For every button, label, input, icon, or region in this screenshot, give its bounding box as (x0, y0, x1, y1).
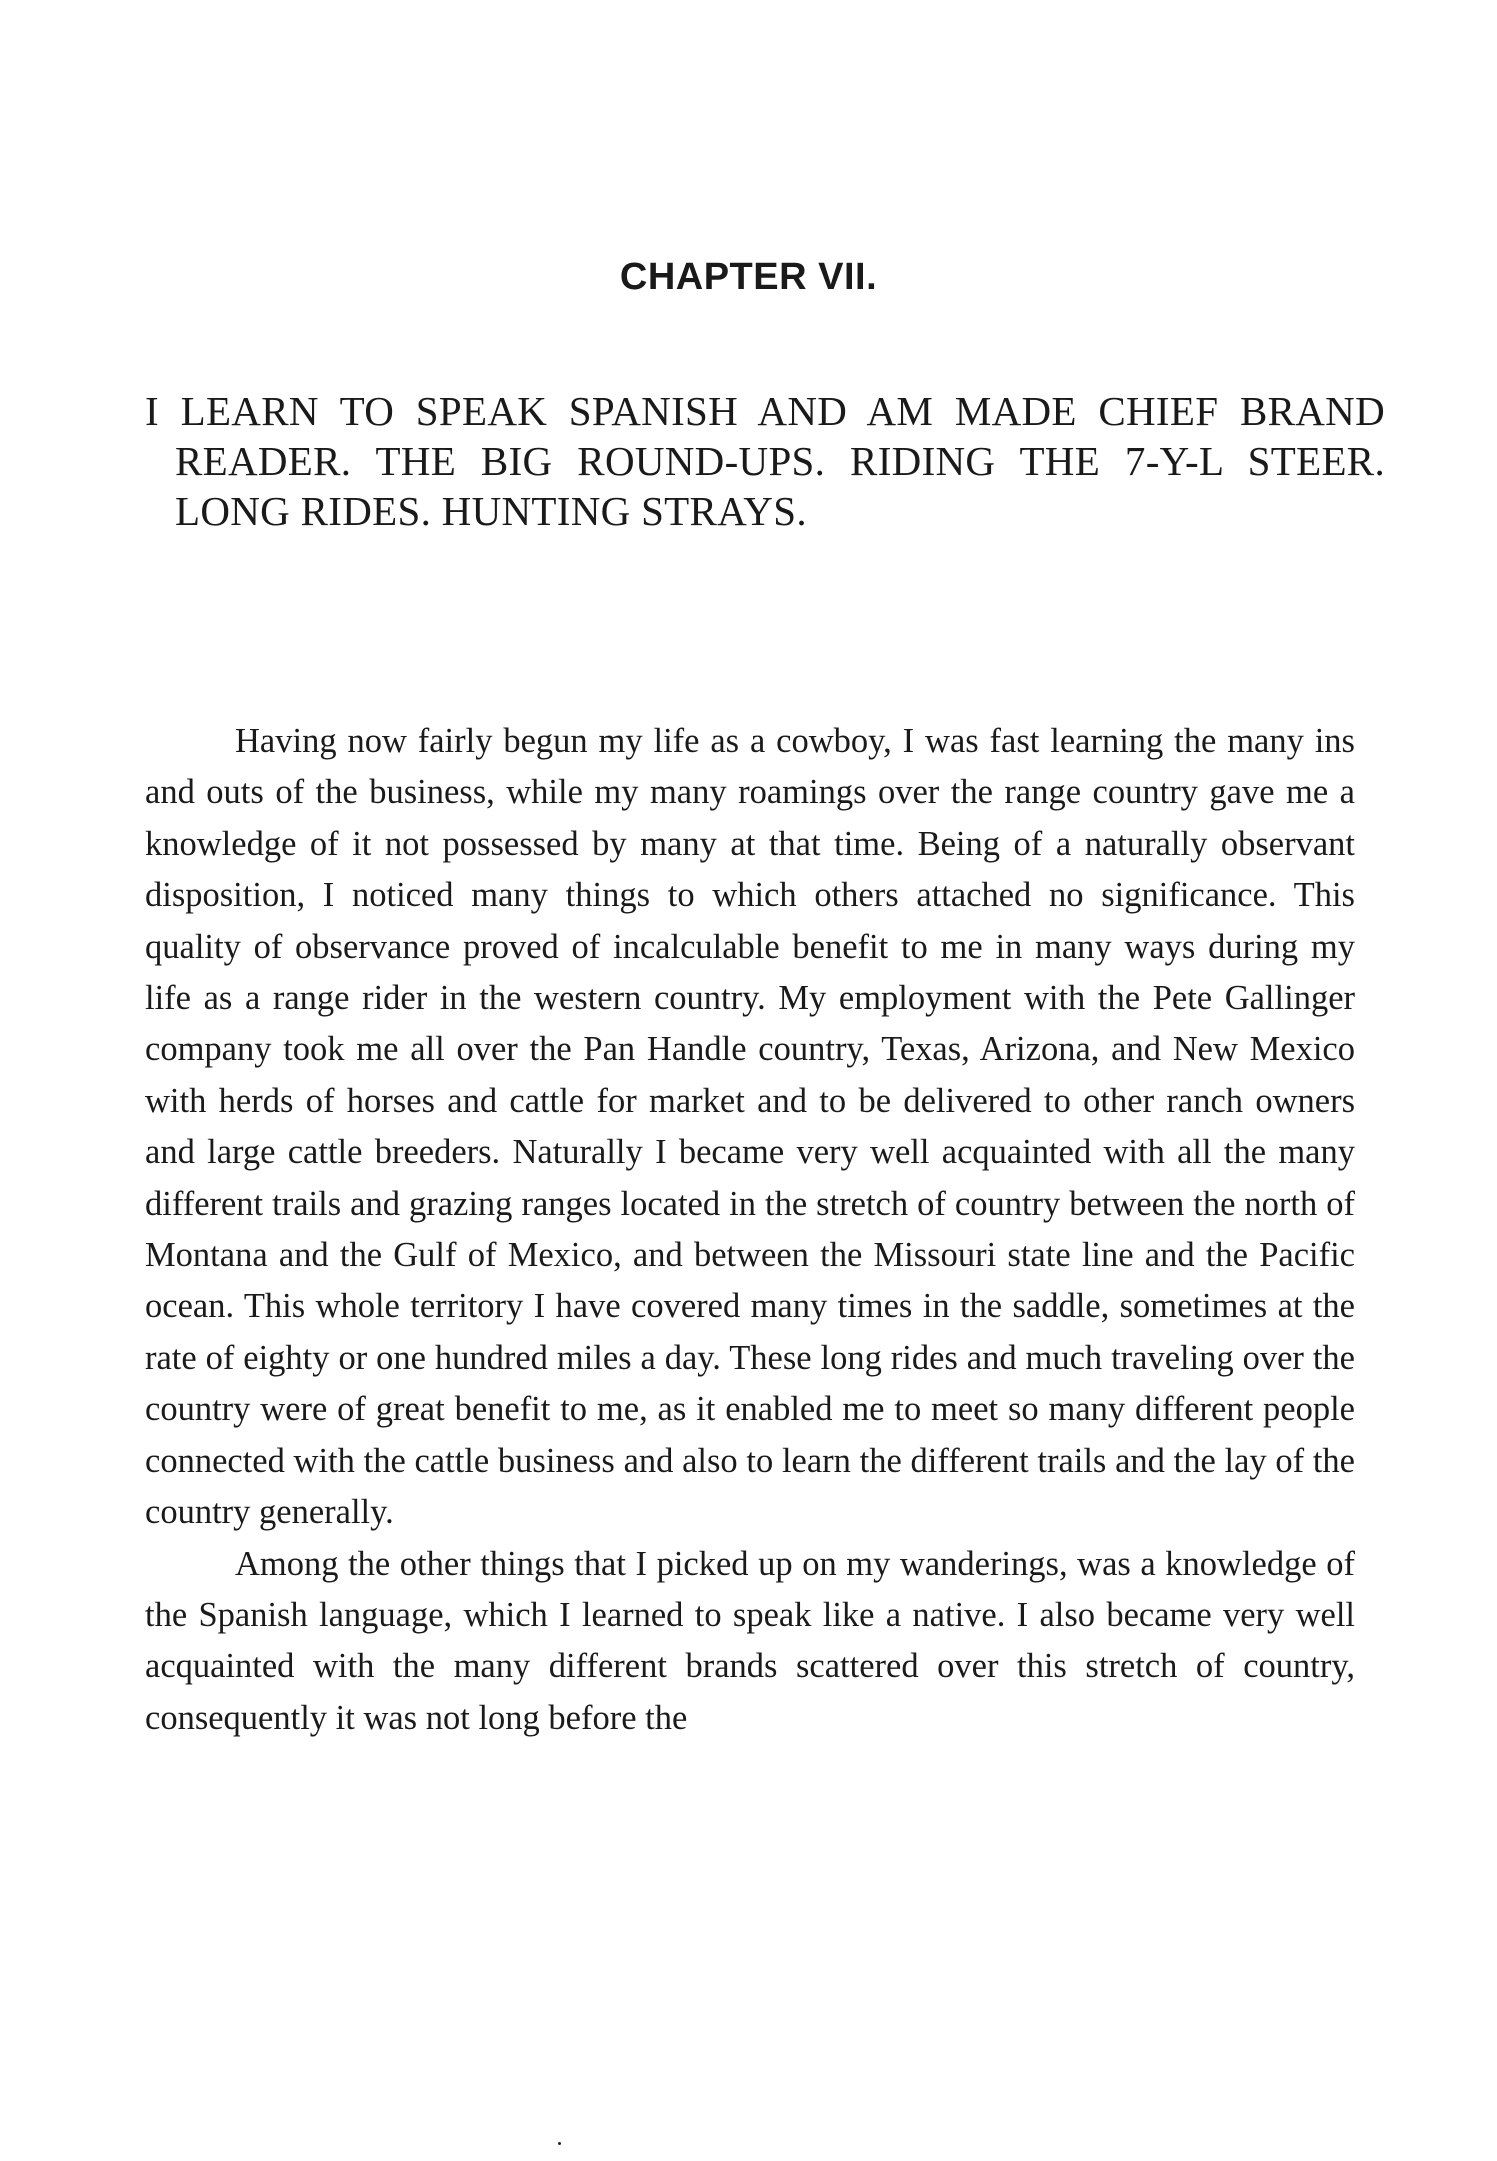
paragraph-2: Among the other things that I picked up on my wanderings, was a knowledge of the Spanish language, which I learned to speak like a native. I also became very well acquainted with the many different brands scattered over this stretch of country, consequently it was not long before the (145, 1544, 1355, 1737)
body-text (145, 716, 1355, 1744)
print-speck (558, 2142, 561, 2145)
chapter-summary: I LEARN TO SPEAK SPANISH AND AM MADE CHIEF BRAND READER. THE BIG ROUND-UPS. RIDING THE 7-Y-L STEER. LONG RIDES. HUNTING STRAYS. (145, 388, 1385, 534)
paragraph-1: Having now fairly begun my life as a cowboy, I was fast learning the many ins and outs of the business, while my many roamings over the range country gave me a knowledge of it not possessed by many at that time. Being of a naturally observant disposition, I noticed many things to which others attached no significance. This quality of observance proved of incalculable benefit to me in many ways during my life as a range rider in the western country. My employment with the Pete Gallinger company took me all over the Pan Handle country, Texas, Arizona, and New Mexico with herds of horses and cattle for market and to be delivered to other ranch owners and large cattle breeders. Naturally I became very well acquainted with all the many different trails and grazing ranges located in the stretch of country between the north of Montana and the Gulf of Mexico, and between the Missouri state line and the Pacific ocean. This whole territory I have covered many times in the saddle, sometimes at the rate of eighty or one hundred miles a day. These long rides and much traveling over the country were of great benefit to me, as it enabled me to meet so many different people connected with the cattle business and also to learn the different trails and the lay of the country generally. (145, 722, 1355, 1532)
chapter-title: CHAPTER VII. (619, 256, 878, 298)
